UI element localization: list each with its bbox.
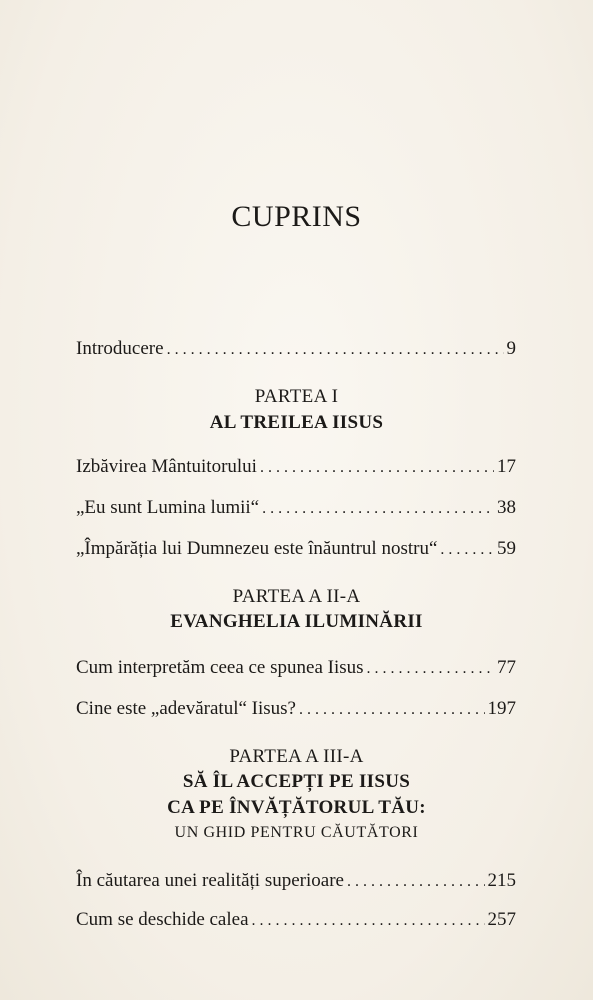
toc-leader-dots	[367, 660, 494, 678]
toc-page-number: 59	[497, 538, 516, 559]
toc-entry[interactable]	[76, 698, 516, 720]
toc-entry-label: În căutarea unei realități superioare	[76, 870, 344, 891]
part-label: PARTEA I	[254, 386, 339, 407]
part-label: PARTEA A III-A	[229, 746, 364, 767]
part-label: PARTEA A II-A	[232, 586, 361, 607]
toc-leader-dots	[252, 912, 485, 930]
toc-entry-label: Cine este „adevăratul“ Iisus?	[76, 698, 296, 719]
part-title: SĂ ÎL ACCEPȚI PE IISUS	[182, 771, 411, 792]
toc-entry[interactable]	[76, 456, 516, 478]
toc-leader-dots	[262, 500, 494, 518]
toc-entry-label: Cum se deschide calea	[76, 909, 249, 930]
toc-leader-dots	[167, 341, 504, 359]
toc-leader-dots	[440, 541, 494, 559]
toc-entry-label: Introducere	[76, 338, 164, 359]
toc-entry-introducere[interactable]	[76, 338, 516, 360]
toc-page-number: 77	[497, 657, 516, 678]
toc-leader-dots	[347, 873, 485, 891]
toc-entry-label: Cum interpretăm ceea ce spunea Iisus	[76, 657, 364, 678]
toc-entry[interactable]	[76, 909, 516, 931]
toc-entry[interactable]	[76, 497, 516, 519]
toc-page-number: 17	[497, 456, 516, 477]
toc-page-number: 215	[487, 870, 516, 891]
toc-leader-dots	[299, 701, 485, 719]
toc-page-number: 197	[487, 698, 516, 719]
toc-leader-dots	[260, 459, 494, 477]
toc-entry-label: Izbăvirea Mântuitorului	[76, 456, 257, 477]
toc-page-number: 257	[487, 909, 516, 930]
toc-entry[interactable]	[76, 657, 516, 679]
part-title: AL TREILEA IISUS	[209, 412, 384, 433]
toc-page-number: 9	[506, 338, 516, 359]
page-title: CUPRINS	[231, 200, 362, 233]
toc-entry-label: „Eu sunt Lumina lumii“	[76, 497, 260, 518]
toc-page-number: 38	[497, 497, 516, 518]
toc-entry[interactable]	[76, 538, 516, 560]
part-title: CA PE ÎNVĂȚĂTORUL TĂU:	[167, 797, 426, 818]
part-subtitle: UN GHID PENTRU CĂUTĂTORI	[174, 824, 419, 841]
toc-entry[interactable]	[76, 870, 516, 892]
part-title: EVANGHELIA ILUMINĂRII	[170, 611, 423, 632]
toc-entry-label: „Împărăția lui Dumnezeu este înăuntrul nostru“	[76, 538, 438, 559]
